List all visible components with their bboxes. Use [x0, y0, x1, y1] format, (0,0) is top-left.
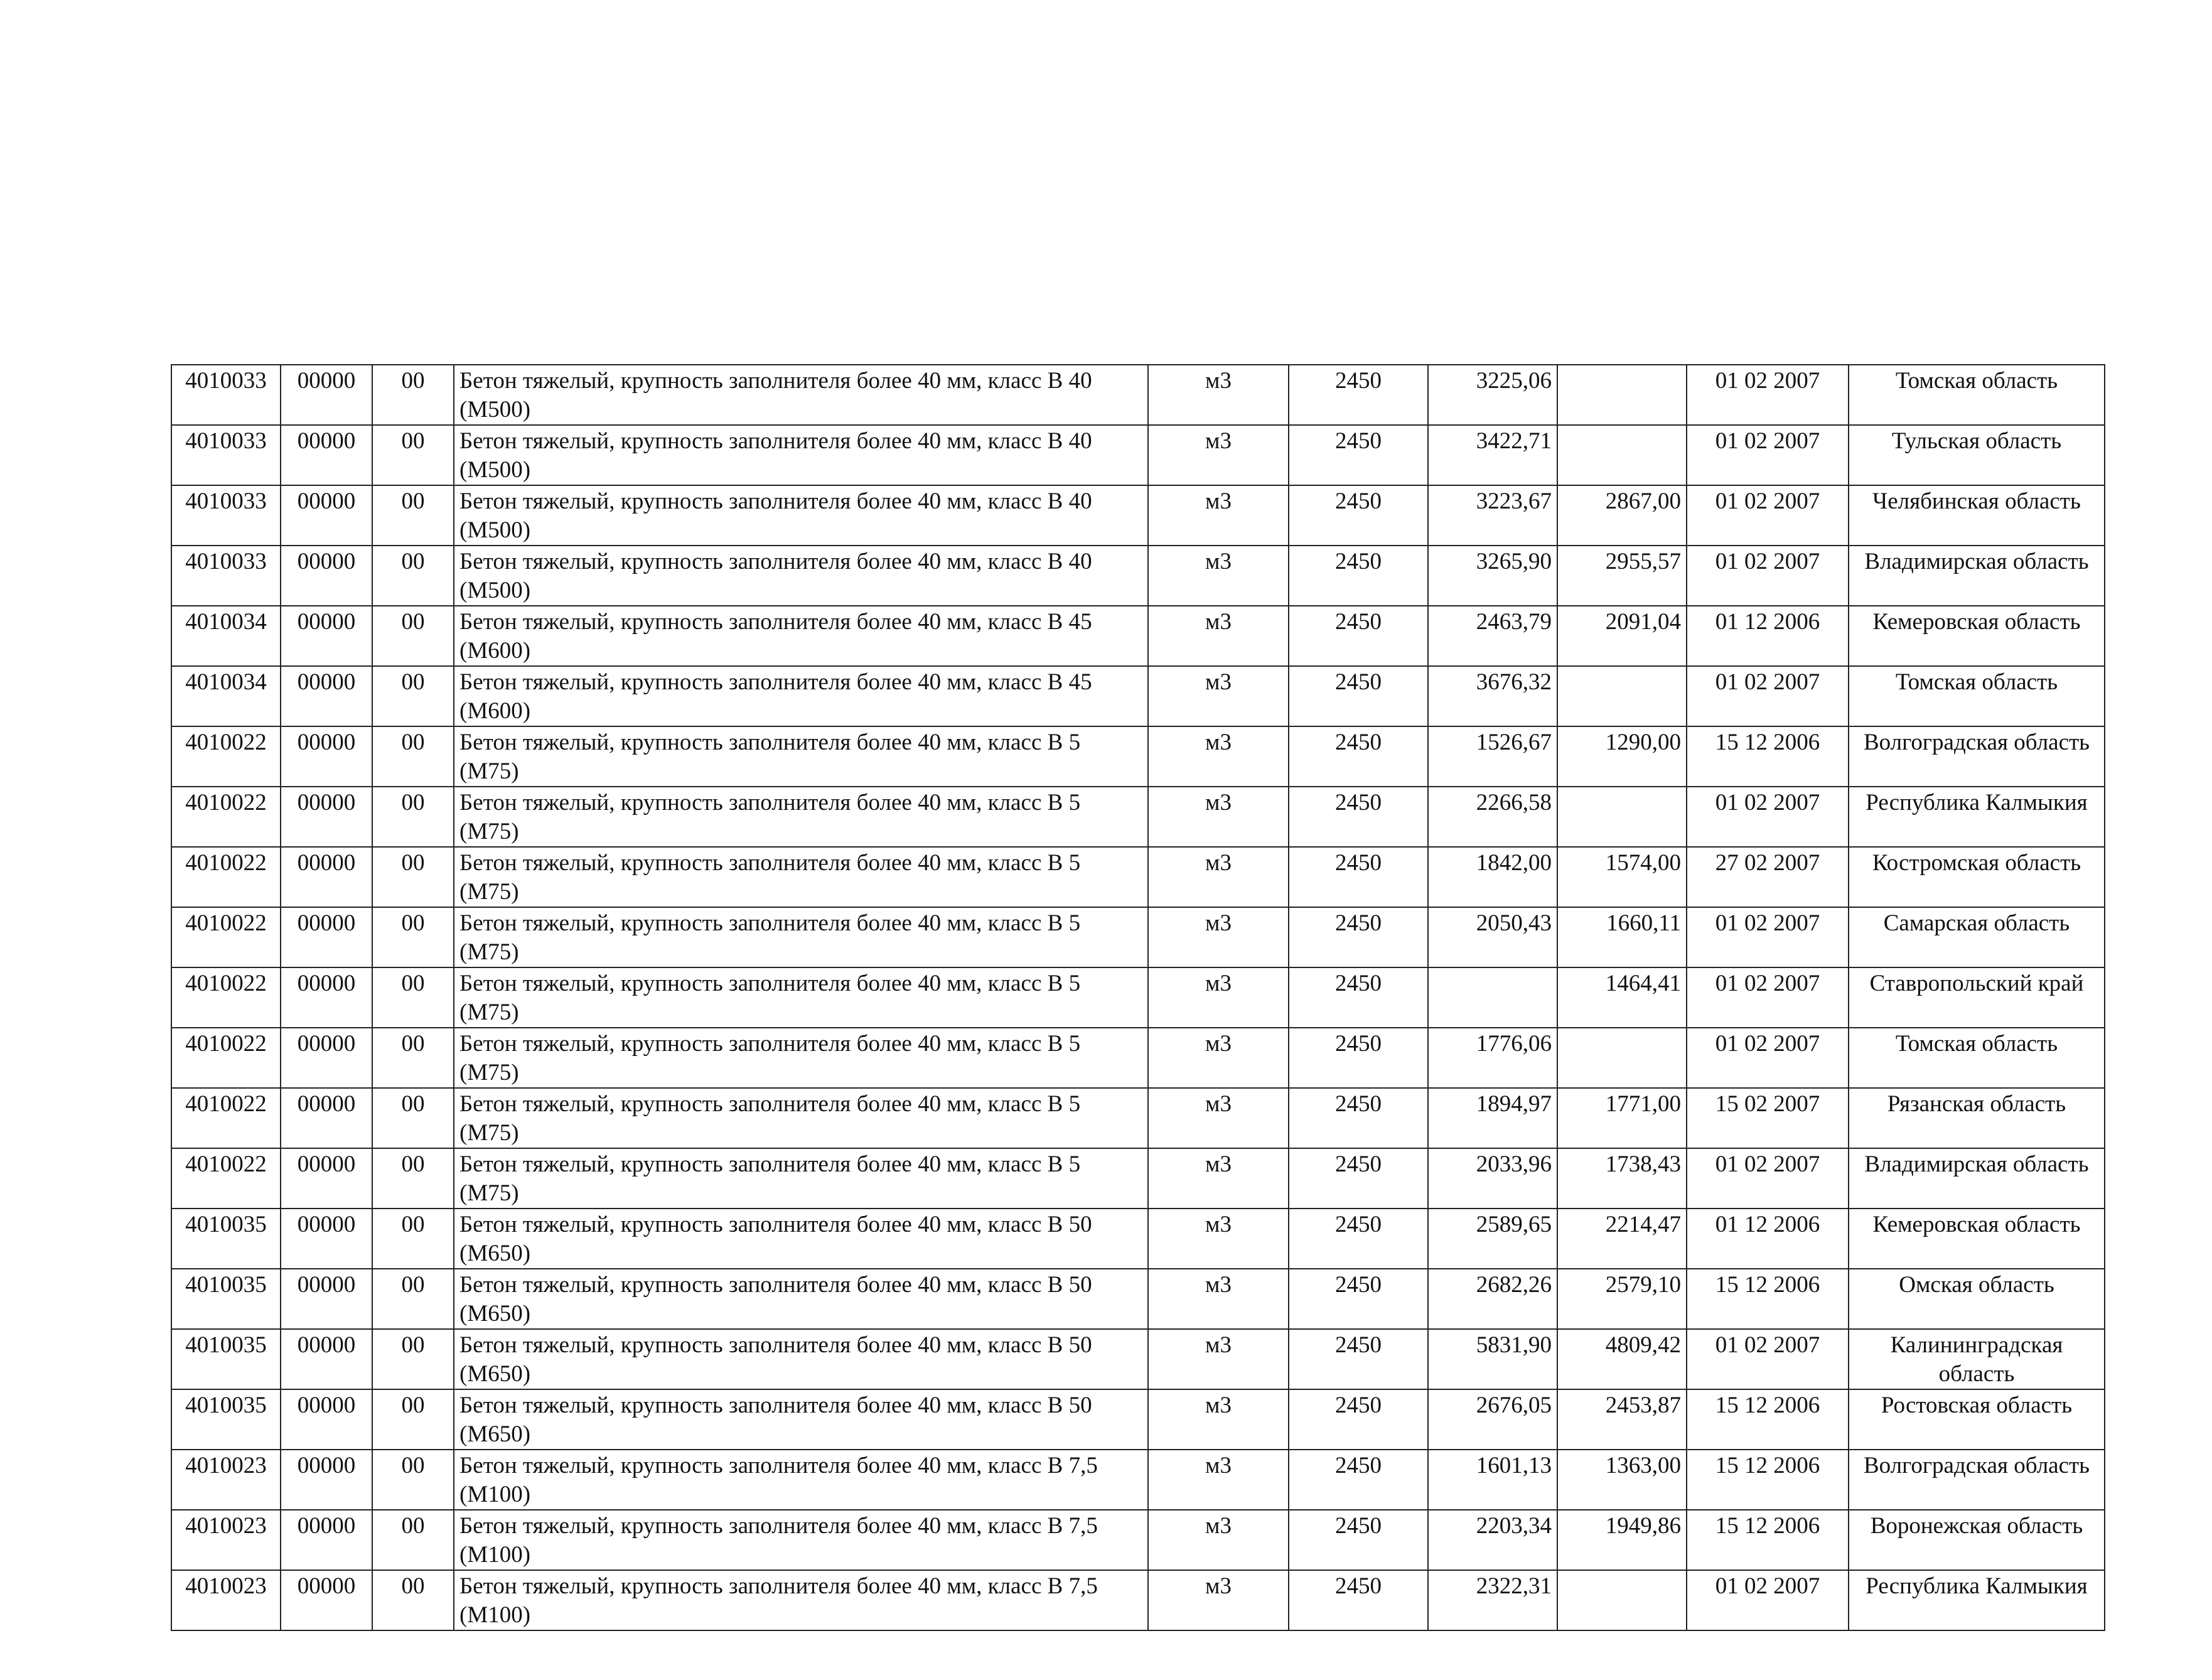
density-cell: 2450 [1289, 485, 1428, 546]
table-row [171, 787, 2105, 847]
region-cell: Томская область [1849, 666, 2105, 726]
price-alt-cell: 1290,00 [1557, 726, 1687, 787]
resource-code-cell: 4010023 [171, 1450, 281, 1510]
resource-code-cell: 4010033 [171, 546, 281, 606]
price-alt-cell: 2453,87 [1557, 1389, 1687, 1450]
resource-code-cell: 4010022 [171, 1148, 281, 1209]
date-cell: 15 12 2006 [1687, 726, 1849, 787]
variant-cell: 00 [372, 485, 454, 546]
subcode-cell: 00000 [281, 1570, 372, 1630]
unit-cell: м3 [1148, 1570, 1289, 1630]
price-alt-cell: 1464,41 [1557, 967, 1687, 1028]
resource-code-cell: 4010033 [171, 425, 281, 485]
unit-cell: м3 [1148, 726, 1289, 787]
price-cell: 2676,05 [1428, 1389, 1557, 1450]
resource-code-cell: 4010035 [171, 1389, 281, 1450]
date-cell: 15 02 2007 [1687, 1088, 1849, 1148]
unit-cell: м3 [1148, 485, 1289, 546]
density-cell: 2450 [1289, 666, 1428, 726]
table-row [171, 485, 2105, 546]
subcode-cell: 00000 [281, 907, 372, 967]
density-cell: 2450 [1289, 425, 1428, 485]
price-table-body [171, 365, 2105, 1630]
date-cell: 15 12 2006 [1687, 1510, 1849, 1570]
price-alt-cell: 1738,43 [1557, 1148, 1687, 1209]
region-cell: Костромская область [1849, 847, 2105, 907]
price-cell [1428, 967, 1557, 1028]
subcode-cell: 00000 [281, 365, 372, 425]
subcode-cell: 00000 [281, 1028, 372, 1088]
subcode-cell: 00000 [281, 546, 372, 606]
density-cell: 2450 [1289, 1269, 1428, 1329]
table-row [171, 606, 2105, 666]
price-cell: 3265,90 [1428, 546, 1557, 606]
date-cell: 15 12 2006 [1687, 1389, 1849, 1450]
description-cell: Бетон тяжелый, крупность заполнителя более 40 мм, класс В 5 (М75) [454, 1028, 1148, 1088]
description-cell: Бетон тяжелый, крупность заполнителя более 40 мм, класс В 5 (М75) [454, 907, 1148, 967]
resource-code-cell: 4010022 [171, 787, 281, 847]
region-cell: Омская область [1849, 1269, 2105, 1329]
price-cell: 2203,34 [1428, 1510, 1557, 1570]
description-cell: Бетон тяжелый, крупность заполнителя более 40 мм, класс В 5 (М75) [454, 1148, 1148, 1209]
unit-cell: м3 [1148, 1269, 1289, 1329]
density-cell: 2450 [1289, 1450, 1428, 1510]
region-cell: Ростовская область [1849, 1389, 2105, 1450]
subcode-cell: 00000 [281, 425, 372, 485]
date-cell: 01 02 2007 [1687, 1028, 1849, 1088]
density-cell: 2450 [1289, 967, 1428, 1028]
date-cell: 01 12 2006 [1687, 606, 1849, 666]
description-cell: Бетон тяжелый, крупность заполнителя более 40 мм, класс В 5 (М75) [454, 1088, 1148, 1148]
price-alt-cell [1557, 1570, 1687, 1630]
resource-code-cell: 4010033 [171, 365, 281, 425]
region-cell: Рязанская область [1849, 1088, 2105, 1148]
table-row [171, 425, 2105, 485]
variant-cell: 00 [372, 1148, 454, 1209]
description-cell: Бетон тяжелый, крупность заполнителя более 40 мм, класс В 7,5 (М100) [454, 1510, 1148, 1570]
price-alt-cell: 2091,04 [1557, 606, 1687, 666]
variant-cell: 00 [372, 1329, 454, 1389]
density-cell: 2450 [1289, 726, 1428, 787]
date-cell: 01 02 2007 [1687, 967, 1849, 1028]
table-row [171, 907, 2105, 967]
description-cell: Бетон тяжелый, крупность заполнителя более 40 мм, класс В 50 (М650) [454, 1269, 1148, 1329]
table-row [171, 666, 2105, 726]
region-cell: Волгоградская область [1849, 1450, 2105, 1510]
variant-cell: 00 [372, 1570, 454, 1630]
density-cell: 2450 [1289, 1510, 1428, 1570]
date-cell: 27 02 2007 [1687, 847, 1849, 907]
density-cell: 2450 [1289, 1028, 1428, 1088]
price-alt-cell: 1949,86 [1557, 1510, 1687, 1570]
variant-cell: 00 [372, 1028, 454, 1088]
unit-cell: м3 [1148, 967, 1289, 1028]
price-alt-cell: 2579,10 [1557, 1269, 1687, 1329]
unit-cell: м3 [1148, 666, 1289, 726]
variant-cell: 00 [372, 365, 454, 425]
region-cell: Владимирская область [1849, 1148, 2105, 1209]
region-cell: Воронежская область [1849, 1510, 2105, 1570]
resource-code-cell: 4010035 [171, 1329, 281, 1389]
density-cell: 2450 [1289, 546, 1428, 606]
table-row [171, 365, 2105, 425]
description-cell: Бетон тяжелый, крупность заполнителя более 40 мм, класс В 40 (М500) [454, 425, 1148, 485]
description-cell: Бетон тяжелый, крупность заполнителя более 40 мм, класс В 45 (М600) [454, 666, 1148, 726]
description-cell: Бетон тяжелый, крупность заполнителя более 40 мм, класс В 40 (М500) [454, 546, 1148, 606]
date-cell: 01 02 2007 [1687, 485, 1849, 546]
unit-cell: м3 [1148, 1209, 1289, 1269]
description-cell: Бетон тяжелый, крупность заполнителя более 40 мм, класс В 7,5 (М100) [454, 1570, 1148, 1630]
price-cell: 2033,96 [1428, 1148, 1557, 1209]
subcode-cell: 00000 [281, 606, 372, 666]
price-cell: 1776,06 [1428, 1028, 1557, 1088]
date-cell: 15 12 2006 [1687, 1450, 1849, 1510]
date-cell: 01 02 2007 [1687, 425, 1849, 485]
table-row [171, 967, 2105, 1028]
unit-cell: м3 [1148, 1510, 1289, 1570]
price-cell: 5831,90 [1428, 1329, 1557, 1389]
resource-code-cell: 4010035 [171, 1269, 281, 1329]
description-cell: Бетон тяжелый, крупность заполнителя более 40 мм, класс В 50 (М650) [454, 1329, 1148, 1389]
table-row [171, 726, 2105, 787]
table-row [171, 847, 2105, 907]
variant-cell: 00 [372, 1088, 454, 1148]
price-alt-cell: 2955,57 [1557, 546, 1687, 606]
price-alt-cell: 1574,00 [1557, 847, 1687, 907]
resource-code-cell: 4010022 [171, 907, 281, 967]
price-alt-cell [1557, 666, 1687, 726]
price-cell: 2589,65 [1428, 1209, 1557, 1269]
date-cell: 15 12 2006 [1687, 1269, 1849, 1329]
table-row [171, 1269, 2105, 1329]
region-cell: Республика Калмыкия [1849, 787, 2105, 847]
unit-cell: м3 [1148, 1389, 1289, 1450]
variant-cell: 00 [372, 1389, 454, 1450]
resource-code-cell: 4010022 [171, 726, 281, 787]
resource-code-cell: 4010022 [171, 967, 281, 1028]
description-cell: Бетон тяжелый, крупность заполнителя более 40 мм, класс В 40 (М500) [454, 365, 1148, 425]
region-cell: Челябинская область [1849, 485, 2105, 546]
price-cell: 2322,31 [1428, 1570, 1557, 1630]
subcode-cell: 00000 [281, 1148, 372, 1209]
description-cell: Бетон тяжелый, крупность заполнителя более 40 мм, класс В 5 (М75) [454, 726, 1148, 787]
density-cell: 2450 [1289, 1209, 1428, 1269]
date-cell: 01 02 2007 [1687, 1570, 1849, 1630]
variant-cell: 00 [372, 606, 454, 666]
price-cell: 3422,71 [1428, 425, 1557, 485]
variant-cell: 00 [372, 425, 454, 485]
region-cell: Калининградская область [1849, 1329, 2105, 1389]
table-row [171, 1510, 2105, 1570]
subcode-cell: 00000 [281, 967, 372, 1028]
subcode-cell: 00000 [281, 1389, 372, 1450]
resource-code-cell: 4010022 [171, 847, 281, 907]
table-row [171, 1450, 2105, 1510]
table-row [171, 1389, 2105, 1450]
description-cell: Бетон тяжелый, крупность заполнителя более 40 мм, класс В 5 (М75) [454, 787, 1148, 847]
resource-code-cell: 4010023 [171, 1510, 281, 1570]
resource-code-cell: 4010034 [171, 606, 281, 666]
price-cell: 1526,67 [1428, 726, 1557, 787]
price-cell: 2266,58 [1428, 787, 1557, 847]
density-cell: 2450 [1289, 606, 1428, 666]
unit-cell: м3 [1148, 1329, 1289, 1389]
price-alt-cell [1557, 787, 1687, 847]
description-cell: Бетон тяжелый, крупность заполнителя более 40 мм, класс В 5 (М75) [454, 967, 1148, 1028]
unit-cell: м3 [1148, 1450, 1289, 1510]
description-cell: Бетон тяжелый, крупность заполнителя более 40 мм, класс В 40 (М500) [454, 485, 1148, 546]
unit-cell: м3 [1148, 1028, 1289, 1088]
price-cell: 2463,79 [1428, 606, 1557, 666]
resource-code-cell: 4010035 [171, 1209, 281, 1269]
region-cell: Волгоградская область [1849, 726, 2105, 787]
price-alt-cell: 2867,00 [1557, 485, 1687, 546]
date-cell: 01 02 2007 [1687, 546, 1849, 606]
unit-cell: м3 [1148, 365, 1289, 425]
density-cell: 2450 [1289, 365, 1428, 425]
subcode-cell: 00000 [281, 485, 372, 546]
subcode-cell: 00000 [281, 847, 372, 907]
variant-cell: 00 [372, 546, 454, 606]
date-cell: 01 02 2007 [1687, 1148, 1849, 1209]
table-row [171, 1148, 2105, 1209]
price-alt-cell [1557, 425, 1687, 485]
table-row [171, 1028, 2105, 1088]
table-row [171, 546, 2105, 606]
date-cell: 01 02 2007 [1687, 907, 1849, 967]
resource-code-cell: 4010034 [171, 666, 281, 726]
region-cell: Томская область [1849, 1028, 2105, 1088]
variant-cell: 00 [372, 907, 454, 967]
variant-cell: 00 [372, 1450, 454, 1510]
table-row [171, 1209, 2105, 1269]
unit-cell: м3 [1148, 425, 1289, 485]
resource-code-cell: 4010022 [171, 1028, 281, 1088]
variant-cell: 00 [372, 967, 454, 1028]
variant-cell: 00 [372, 1269, 454, 1329]
variant-cell: 00 [372, 666, 454, 726]
price-alt-cell: 4809,42 [1557, 1329, 1687, 1389]
price-alt-cell [1557, 365, 1687, 425]
price-alt-cell: 1771,00 [1557, 1088, 1687, 1148]
region-cell: Кемеровская область [1849, 1209, 2105, 1269]
subcode-cell: 00000 [281, 666, 372, 726]
unit-cell: м3 [1148, 787, 1289, 847]
price-cell: 2682,26 [1428, 1269, 1557, 1329]
variant-cell: 00 [372, 787, 454, 847]
subcode-cell: 00000 [281, 787, 372, 847]
unit-cell: м3 [1148, 847, 1289, 907]
density-cell: 2450 [1289, 787, 1428, 847]
resource-code-cell: 4010022 [171, 1088, 281, 1148]
resource-code-cell: 4010033 [171, 485, 281, 546]
variant-cell: 00 [372, 847, 454, 907]
region-cell: Ставропольский край [1849, 967, 2105, 1028]
price-alt-cell: 2214,47 [1557, 1209, 1687, 1269]
description-cell: Бетон тяжелый, крупность заполнителя более 40 мм, класс В 45 (М600) [454, 606, 1148, 666]
price-cell: 1601,13 [1428, 1450, 1557, 1510]
date-cell: 01 02 2007 [1687, 365, 1849, 425]
unit-cell: м3 [1148, 1148, 1289, 1209]
description-cell: Бетон тяжелый, крупность заполнителя более 40 мм, класс В 50 (М650) [454, 1389, 1148, 1450]
region-cell: Республика Калмыкия [1849, 1570, 2105, 1630]
unit-cell: м3 [1148, 907, 1289, 967]
region-cell: Томская область [1849, 365, 2105, 425]
table-row [171, 1570, 2105, 1630]
description-cell: Бетон тяжелый, крупность заполнителя более 40 мм, класс В 5 (М75) [454, 847, 1148, 907]
subcode-cell: 00000 [281, 1450, 372, 1510]
subcode-cell: 00000 [281, 1088, 372, 1148]
price-table [171, 364, 2105, 1631]
price-cell: 1894,97 [1428, 1088, 1557, 1148]
density-cell: 2450 [1289, 1329, 1428, 1389]
price-cell: 3676,32 [1428, 666, 1557, 726]
date-cell: 01 02 2007 [1687, 666, 1849, 726]
variant-cell: 00 [372, 726, 454, 787]
region-cell: Владимирская область [1849, 546, 2105, 606]
date-cell: 01 02 2007 [1687, 1329, 1849, 1389]
unit-cell: м3 [1148, 546, 1289, 606]
price-alt-cell [1557, 1028, 1687, 1088]
variant-cell: 00 [372, 1209, 454, 1269]
price-cell: 3225,06 [1428, 365, 1557, 425]
price-table-sheet [171, 364, 2104, 1631]
density-cell: 2450 [1289, 1148, 1428, 1209]
price-cell: 1842,00 [1428, 847, 1557, 907]
unit-cell: м3 [1148, 606, 1289, 666]
date-cell: 01 12 2006 [1687, 1209, 1849, 1269]
subcode-cell: 00000 [281, 1510, 372, 1570]
density-cell: 2450 [1289, 847, 1428, 907]
price-alt-cell: 1660,11 [1557, 907, 1687, 967]
price-cell: 3223,67 [1428, 485, 1557, 546]
unit-cell: м3 [1148, 1088, 1289, 1148]
density-cell: 2450 [1289, 1389, 1428, 1450]
subcode-cell: 00000 [281, 726, 372, 787]
price-cell: 2050,43 [1428, 907, 1557, 967]
variant-cell: 00 [372, 1510, 454, 1570]
date-cell: 01 02 2007 [1687, 787, 1849, 847]
table-row [171, 1329, 2105, 1389]
density-cell: 2450 [1289, 1570, 1428, 1630]
resource-code-cell: 4010023 [171, 1570, 281, 1630]
density-cell: 2450 [1289, 907, 1428, 967]
subcode-cell: 00000 [281, 1269, 372, 1329]
description-cell: Бетон тяжелый, крупность заполнителя более 40 мм, класс В 50 (М650) [454, 1209, 1148, 1269]
density-cell: 2450 [1289, 1088, 1428, 1148]
region-cell: Самарская область [1849, 907, 2105, 967]
price-alt-cell: 1363,00 [1557, 1450, 1687, 1510]
description-cell: Бетон тяжелый, крупность заполнителя более 40 мм, класс В 7,5 (М100) [454, 1450, 1148, 1510]
subcode-cell: 00000 [281, 1209, 372, 1269]
region-cell: Кемеровская область [1849, 606, 2105, 666]
subcode-cell: 00000 [281, 1329, 372, 1389]
region-cell: Тульская область [1849, 425, 2105, 485]
table-row [171, 1088, 2105, 1148]
